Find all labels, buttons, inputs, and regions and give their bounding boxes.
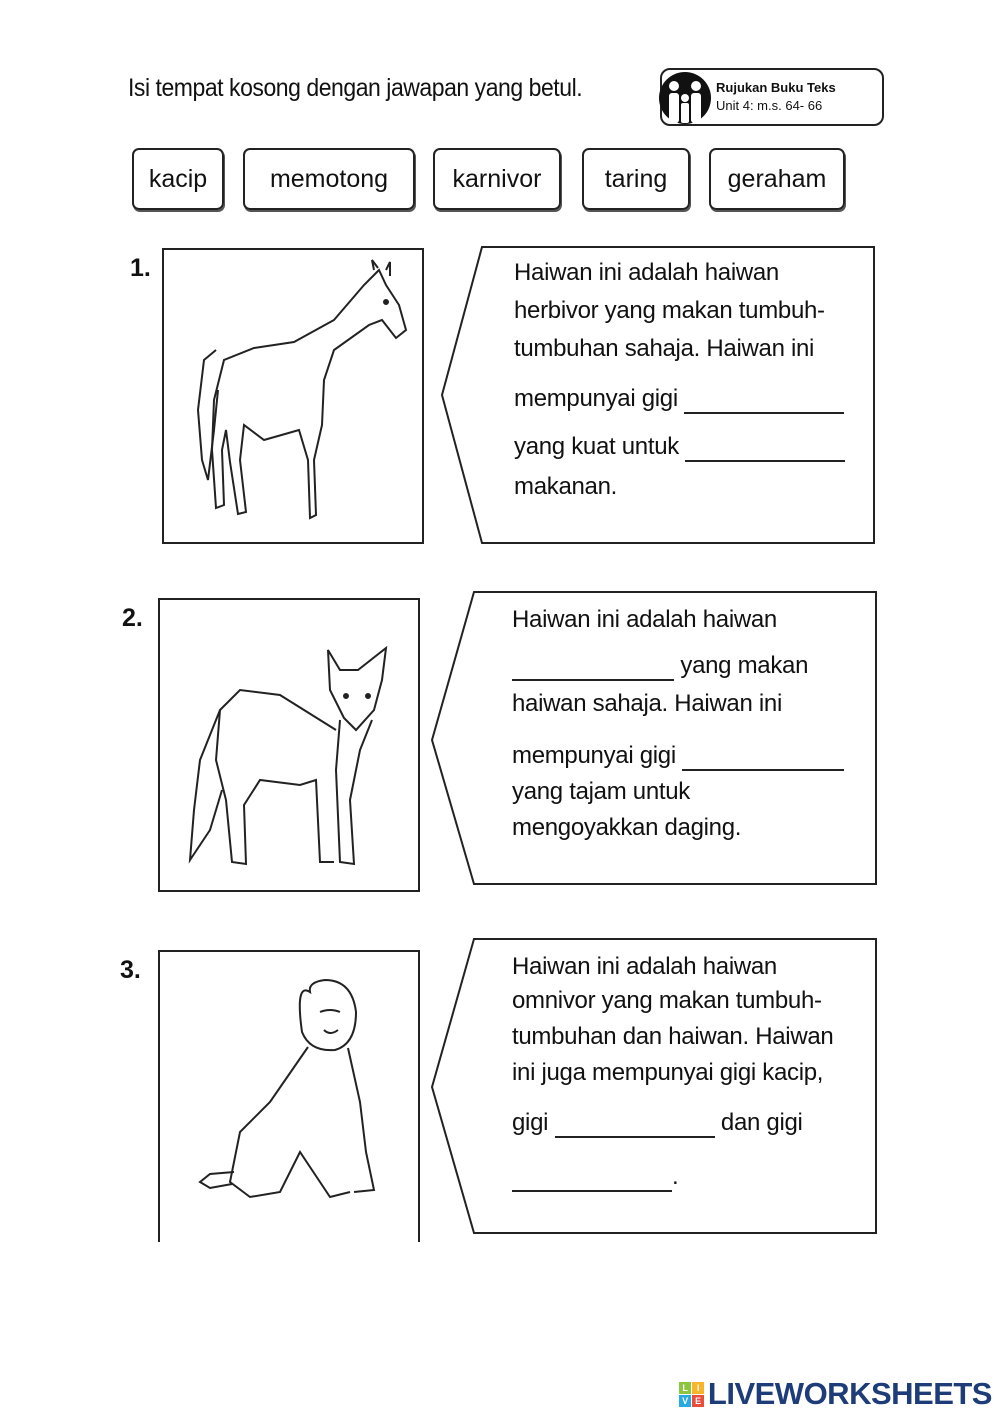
- text-line: yang kuat untuk: [514, 433, 679, 460]
- text-line: Haiwan ini adalah haiwan: [512, 606, 777, 633]
- live-logo-icon: [679, 1382, 704, 1407]
- text-line: yang makan: [680, 652, 809, 679]
- question-number: 1.: [130, 254, 151, 282]
- word-bank-memotong[interactable]: memotong: [243, 148, 415, 210]
- question-2-text-box: [430, 590, 878, 886]
- text-line: gigi: [512, 1109, 549, 1136]
- answer-blank-2b[interactable]: [682, 747, 844, 771]
- logo-letter: V: [679, 1395, 691, 1407]
- text-line: Haiwan ini adalah haiwan: [512, 953, 777, 980]
- monkey-image: [158, 950, 420, 1242]
- family-icon: [658, 68, 712, 128]
- question-number: 3.: [120, 956, 141, 984]
- reference-title: Rujukan Buku Teks: [716, 80, 836, 95]
- logo-letter: I: [692, 1382, 704, 1394]
- logo-letter: L: [679, 1382, 691, 1394]
- text-line: Haiwan ini adalah haiwan: [514, 259, 779, 286]
- liveworksheets-logo: [679, 1376, 992, 1412]
- horse-image: [162, 248, 424, 544]
- fox-image: [158, 598, 420, 892]
- text-line: ini juga mempunyai gigi kacip,: [512, 1059, 824, 1086]
- question-number: 2.: [122, 604, 143, 632]
- word-bank-kacip[interactable]: kacip: [132, 148, 224, 210]
- word-bank-geraham[interactable]: geraham: [709, 148, 845, 210]
- fox-illustration: [160, 600, 418, 890]
- word-bank-karnivor[interactable]: karnivor: [433, 148, 561, 210]
- text-line: .: [672, 1163, 679, 1190]
- text-line: dan gigi: [720, 1109, 803, 1136]
- logo-letter: E: [692, 1395, 704, 1407]
- instruction-heading: Isi tempat kosong dengan jawapan yang betul.: [128, 74, 583, 102]
- answer-blank-3b[interactable]: [512, 1168, 672, 1192]
- answer-blank-1b[interactable]: [685, 438, 845, 462]
- answer-blank-3a[interactable]: [555, 1114, 715, 1138]
- text-line: tumbuhan sahaja. Haiwan ini: [514, 335, 815, 362]
- horse-illustration: [164, 250, 422, 542]
- answer-blank-1a[interactable]: [684, 390, 844, 414]
- question-1-text-box: [440, 245, 876, 545]
- text-line: herbivor yang makan tumbuh-: [514, 297, 825, 324]
- text-line: yang tajam untuk: [512, 778, 690, 805]
- textbook-reference-box: [660, 68, 884, 126]
- question-3-text-box: [430, 937, 878, 1235]
- answer-blank-2a[interactable]: [512, 657, 674, 681]
- reference-detail: Unit 4: m.s. 64- 66: [716, 98, 823, 113]
- text-line: mempunyai gigi: [512, 742, 676, 769]
- text-line: haiwan sahaja. Haiwan ini: [512, 690, 783, 717]
- text-line: mempunyai gigi: [514, 385, 678, 412]
- word-bank-taring[interactable]: taring: [582, 148, 690, 210]
- text-line: tumbuhan dan haiwan. Haiwan: [512, 1023, 834, 1050]
- brand-name: LIVEWORKSHEETS: [707, 1376, 992, 1411]
- text-line: omnivor yang makan tumbuh-: [512, 987, 822, 1014]
- text-line: makanan.: [514, 473, 617, 500]
- text-line: mengoyakkan daging.: [512, 814, 742, 841]
- monkey-illustration: [160, 952, 418, 1242]
